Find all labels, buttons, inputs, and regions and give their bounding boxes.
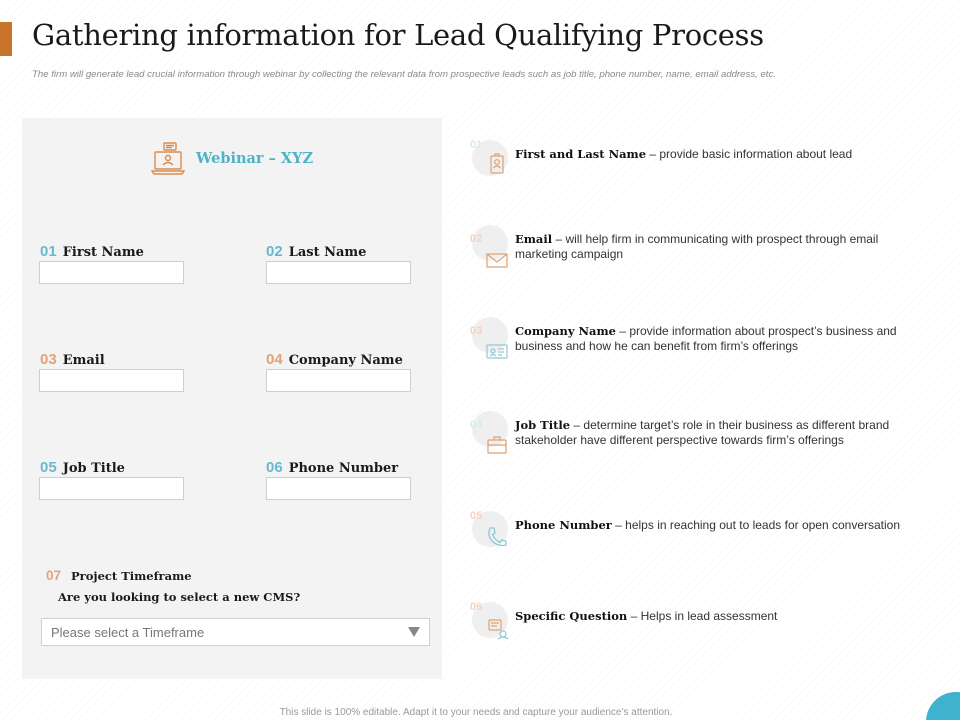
info-number: 01	[470, 139, 483, 151]
field-label-text: Company Name	[288, 353, 403, 368]
info-description: – determine target’s role in their business as different brand stakeholder have different perspective towards firm’s offerings	[515, 418, 890, 447]
dropdown-arrow-icon[interactable]	[408, 627, 420, 637]
briefcase-icon	[484, 432, 510, 458]
info-number: 03	[470, 325, 483, 337]
info-heading: Job Title	[515, 418, 571, 432]
field-label-last-name	[266, 243, 366, 260]
id-badge-icon	[484, 151, 510, 177]
footer-note: This slide is 100% editable. Adapt it to your needs and capture your audience’s attention.	[279, 707, 673, 718]
info-description: – helps in reaching out to leads for open conversation	[611, 518, 901, 532]
webinar-form-panel	[22, 118, 442, 679]
phone-number-input[interactable]	[266, 477, 411, 500]
info-text	[515, 232, 915, 262]
field-label-job-title	[40, 459, 125, 476]
field-label-text: Job Title	[62, 461, 125, 476]
page-subtitle: The firm will generate lead crucial information through webinar by collecting the relevant data from prospective leads such as job title, phone number, name, email address, etc.	[32, 69, 776, 80]
field-label-email	[40, 351, 105, 368]
info-text	[515, 147, 915, 162]
project-timeframe-label	[46, 568, 192, 583]
envelope-icon	[484, 246, 510, 272]
field-label-text: Phone Number	[288, 461, 399, 476]
info-number: 04	[470, 419, 483, 431]
question-form-icon	[484, 615, 510, 641]
title-accent-bar	[0, 22, 12, 56]
page-title: Gathering information for Lead Qualifying Process	[32, 18, 764, 52]
info-heading: Specific Question	[515, 609, 628, 623]
field-label-company-name	[266, 351, 403, 368]
cms-question: Are you looking to select a new CMS?	[58, 590, 301, 604]
webinar-laptop-icon	[150, 142, 186, 176]
last-name-input[interactable]	[266, 261, 411, 284]
field-number: 03	[40, 351, 57, 368]
job-title-input[interactable]	[39, 477, 184, 500]
first-name-input[interactable]	[39, 261, 184, 284]
email-input[interactable]	[39, 369, 184, 392]
field-label-text: Email	[62, 353, 105, 368]
info-description: – Helps in lead assessment	[627, 609, 778, 623]
field-number: 04	[266, 351, 283, 368]
info-heading: Company Name	[515, 324, 616, 338]
info-text	[515, 418, 915, 448]
info-description: – will help firm in communicating with prospect through email marketing campaign	[515, 232, 879, 261]
field-label-text: Project Timeframe	[71, 569, 192, 583]
field-label-first-name	[40, 243, 144, 260]
info-number: 05	[470, 510, 483, 522]
field-label-text: First Name	[62, 245, 144, 260]
info-description: – provide basic information about lead	[646, 147, 853, 161]
id-card-icon	[484, 338, 510, 364]
field-number: 07	[46, 568, 62, 583]
info-text	[515, 324, 915, 354]
info-text	[515, 609, 915, 624]
field-label-phone-number	[266, 459, 398, 476]
webinar-title: Webinar – XYZ	[196, 150, 314, 167]
info-heading: Email	[515, 232, 553, 246]
phone-icon	[484, 524, 510, 550]
corner-decoration	[926, 692, 960, 720]
timeframe-select[interactable]	[41, 618, 430, 646]
field-number: 06	[266, 459, 283, 476]
info-heading: Phone Number	[515, 518, 612, 532]
field-number: 05	[40, 459, 57, 476]
info-description: – provide information about prospect’s business and business and how he can benefit from firm’s offerings	[515, 324, 897, 353]
info-number: 02	[470, 233, 483, 245]
info-heading: First and Last Name	[515, 147, 647, 161]
field-label-text: Last Name	[288, 245, 367, 260]
info-text	[515, 518, 915, 533]
info-number: 06	[470, 601, 483, 613]
timeframe-select-value: Please select a Timeframe	[51, 625, 205, 640]
field-number: 01	[40, 243, 57, 260]
company-name-input[interactable]	[266, 369, 411, 392]
field-number: 02	[266, 243, 283, 260]
